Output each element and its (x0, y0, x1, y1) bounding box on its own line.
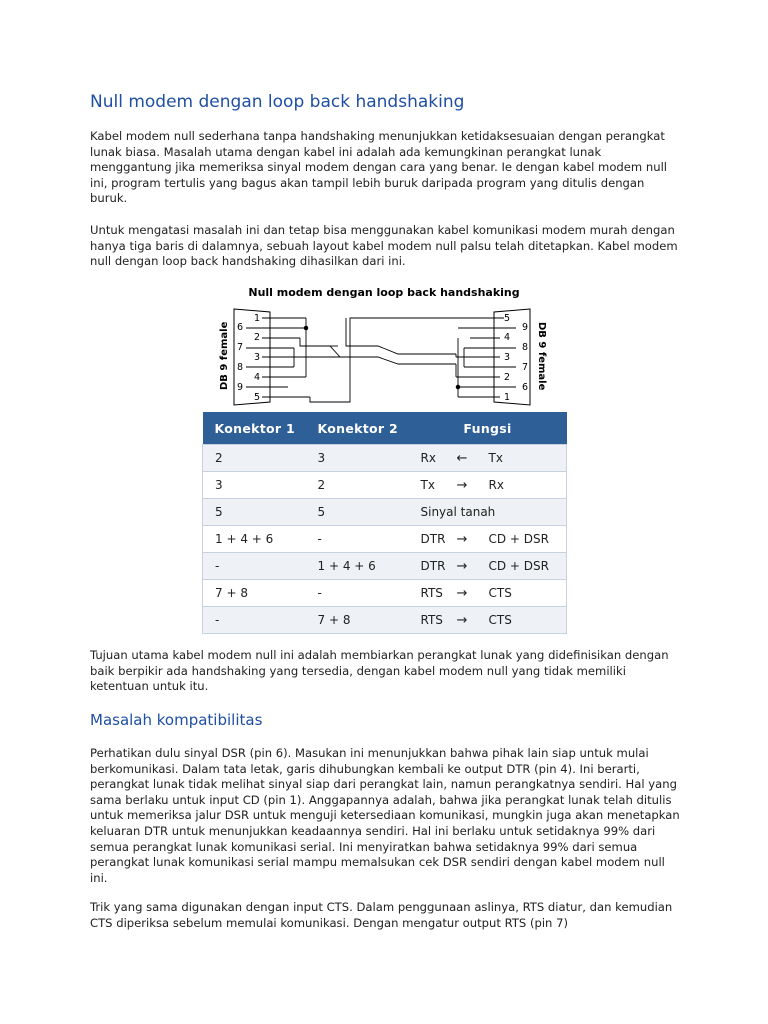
right-pin-label: 6 (522, 382, 529, 393)
left-pin-label: 5 (254, 392, 261, 403)
konektor1-cell: 5 (203, 499, 306, 526)
signal-from: DTR (420, 558, 446, 573)
konektor1-cell: - (203, 553, 306, 580)
konektor2-cell: 5 (306, 499, 409, 526)
diagram-title: Null modem dengan loop back handshaking (248, 286, 520, 299)
right-pins (504, 313, 528, 403)
arrow-right-icon: → (456, 531, 468, 547)
column-header: Fungsi (409, 412, 567, 445)
left-pin-label: 3 (254, 352, 261, 363)
right-connector-label: DB 9 female (536, 322, 547, 391)
fungsi-cell (409, 553, 567, 580)
fungsi-cell (409, 607, 567, 634)
dsr-paragraph: Perhatikan dulu sinyal DSR (pin 6). Masukan ini menunjukkan bahwa pihak lain siap untuk mulai berkomunikasi. Dalam tata letak, garis dihubungkan kembali ke output DTR (pin 4). Ini berarti, perangkat lunak tidak melihat sinyal siap dari perangkat lain, namun perangkatnya sendiri. Hal yang sama berlaku untuk input CD (pin 1). Anggapannya adalah, bahwa jika perangkat lunak telah ditulis untuk memeriksa jalur DSR untuk menguji ketersediaan komunikasi, mungkin juga akan menetapkan keluaran DTR untuk menunjukkan keadaannya sendiri. Hal ini berlaku untuk setidaknya 99% dari semua perangkat lunak komunikasi serial. Ini menyiratkan bahwa setidaknya 99% dari semua perangkat lunak komunikasi serial mampu memalsukan cek DSR sendiri dengan kabel modem null ini. (90, 746, 680, 885)
konektor2-cell: 7 + 8 (306, 607, 409, 634)
konektor1-cell: 1 + 4 + 6 (203, 526, 306, 553)
signal-from: Sinyal tanah (420, 505, 496, 519)
left-pin-label: 9 (237, 382, 244, 393)
table-row (203, 553, 567, 580)
fungsi-cell (409, 526, 567, 553)
signal-to: CTS (488, 585, 512, 600)
table-row (203, 580, 567, 607)
right-pin-label: 1 (504, 392, 511, 403)
signal-to: CD + DSR (488, 531, 549, 546)
fungsi-cell (409, 445, 567, 472)
signal-from: DTR (420, 531, 446, 546)
right-pin-label: 8 (522, 342, 529, 353)
signal-to: CD + DSR (488, 558, 549, 573)
signal-from: Tx (420, 477, 435, 492)
konektor2-cell: 2 (306, 472, 409, 499)
arrow-left-icon: ← (456, 450, 468, 466)
konektor2-cell: - (306, 526, 409, 553)
konektor1-cell: 3 (203, 472, 306, 499)
table-header-row (203, 412, 567, 445)
wiring-diagram (210, 302, 560, 410)
pin-table (202, 412, 567, 634)
table-row (203, 499, 567, 526)
left-pin-label: 8 (237, 362, 244, 373)
column-header: Konektor 1 (203, 412, 306, 445)
cts-paragraph: Trik yang sama digunakan dengan input CTS. Dalam penggunaan aslinya, RTS diatur, dan kemudian CTS diperiksa sebelum memulai komunikasi. Dengan mengatur output RTS (pin 7) (90, 900, 673, 930)
right-pin-label: 9 (522, 322, 529, 333)
left-pin-label: 1 (254, 313, 261, 324)
signal-from: Rx (420, 450, 436, 465)
left-pin-label: 6 (237, 322, 244, 333)
right-pin-label: 5 (504, 313, 511, 324)
signal-to: Tx (488, 450, 503, 465)
konektor1-cell: 2 (203, 445, 306, 472)
right-pin-label: 2 (504, 372, 511, 383)
table-row (203, 607, 567, 634)
konektor2-cell: 1 + 4 + 6 (306, 553, 409, 580)
column-header: Konektor 2 (306, 412, 409, 445)
right-pin-label: 4 (504, 332, 511, 343)
left-pin-label: 2 (254, 332, 261, 343)
arrow-right-icon: → (456, 558, 468, 574)
right-pin-label: 7 (522, 362, 529, 373)
arrow-right-icon: → (456, 612, 468, 628)
wires (246, 318, 516, 402)
fungsi-cell (409, 499, 567, 526)
table-row (203, 472, 567, 499)
page-title: Null modem dengan loop back handshaking (90, 92, 465, 112)
arrow-right-icon: → (456, 477, 468, 493)
right-pin-label: 3 (504, 352, 511, 363)
section-heading: Masalah kompatibilitas (90, 711, 263, 729)
signal-from: RTS (420, 612, 443, 627)
signal-to: Rx (488, 477, 504, 492)
left-pin-label: 4 (254, 372, 261, 383)
konektor2-cell: 3 (306, 445, 409, 472)
left-connector-label: DB 9 female (219, 321, 230, 390)
fungsi-cell (409, 472, 567, 499)
solution-paragraph: Untuk mengatasi masalah ini dan tetap bisa menggunakan kabel komunikasi modem murah dengan hanya tiga baris di dalamnya, sebuah layout kabel modem null palsu telah ditetapkan. Kabel modem null dengan loop back handshaking dihasilkan dari ini. (90, 223, 678, 269)
left-pins (237, 313, 260, 403)
table-row (203, 445, 567, 472)
left-pin-label: 7 (237, 342, 244, 353)
konektor1-cell: 7 + 8 (203, 580, 306, 607)
signal-from: RTS (420, 585, 443, 600)
konektor2-cell: - (306, 580, 409, 607)
purpose-paragraph: Tujuan utama kabel modem null ini adalah membiarkan perangkat lunak yang didefinisikan dengan baik berpikir ada handshaking yang tersedia, dengan kabel modem null yang tidak memiliki ketentuan untuk itu. (90, 648, 669, 694)
arrow-right-icon: → (456, 585, 468, 601)
intro-paragraph: Kabel modem null sederhana tanpa handshaking menunjukkan ketidaksesuaian dengan perangkat lunak biasa. Masalah utama dengan kabel ini adalah ada kemungkinan perangkat lunak menggantung jika memeriksa sinyal modem dengan cara yang benar. Ie dengan kabel modem null ini, program tertulis yang bagus akan tampil lebih buruk daripada program yang ditulis dengan buruk. (90, 129, 668, 206)
table-row (203, 526, 567, 553)
fungsi-cell (409, 580, 567, 607)
signal-to: CTS (488, 612, 512, 627)
konektor1-cell: - (203, 607, 306, 634)
